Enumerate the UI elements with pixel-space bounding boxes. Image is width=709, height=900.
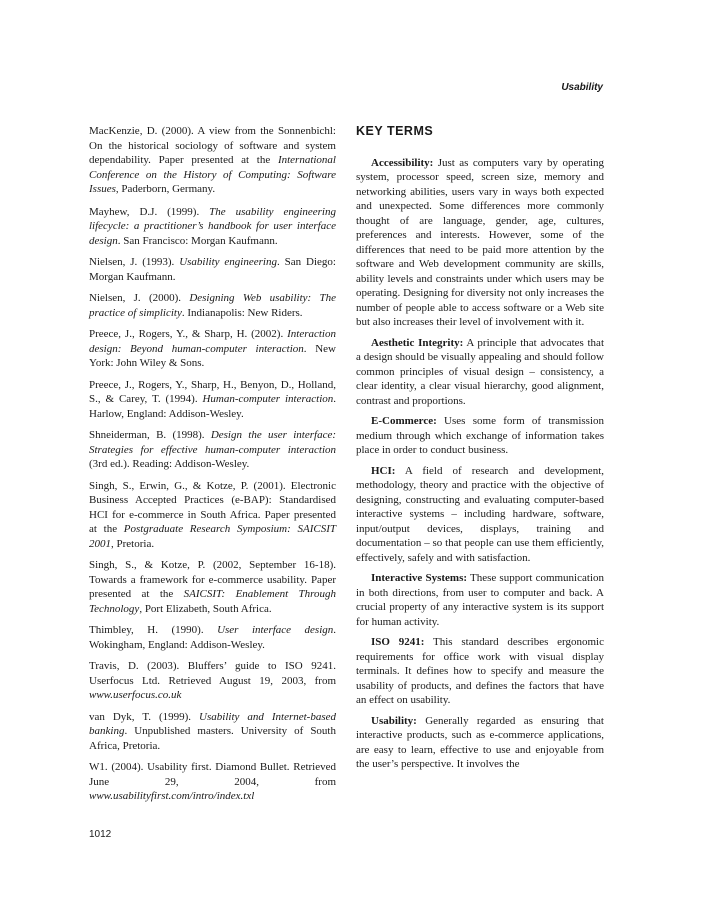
key-term-definition: This standard describes ergonomic requirements for office work with visual display terminals. It defines how to specify and measure the usability of products, and defines the factors that have an effect on usability. bbox=[356, 636, 604, 706]
key-term-label: Interactive Systems: bbox=[371, 572, 468, 584]
reference-item: Mayhew, D.J. (1999). The usability engineering lifecycle: a practitioner’s handbook for user interface design. San Francisco: Morgan Kaufmann. bbox=[89, 205, 336, 247]
reference-item: Preece, J., Rogers, Y., Sharp, H., Benyon, D., Holland, S., & Carey, T. (1994). Human-computer interaction. Harlow, England: Addison-Wesley. bbox=[89, 378, 336, 420]
key-term-item bbox=[356, 714, 604, 772]
reference-item: Singh, S., Erwin, G., & Kotze, P. (2001). Electronic Business Accepted Practices (e-BAP): Standardised HCI for e-commerce in South Africa. Paper presented at the Postgraduate Research Symposium: SAICSIT 2001, Pretoria. bbox=[89, 479, 336, 550]
key-term-definition: A field of research and development, methodology, theory and practice with the objective of designing, constructing and evaluating computer-based interactive systems – including hardware, software, input/output devices, displays, training and documentation – so that people can use them efficiently, effectively, safely and with satisfaction. bbox=[356, 464, 604, 564]
key-term-label: Aesthetic Integrity: bbox=[371, 336, 464, 349]
running-head: Usability bbox=[561, 82, 603, 93]
page-number: 1012 bbox=[89, 829, 112, 840]
key-term-item bbox=[356, 336, 604, 409]
key-term-item bbox=[356, 635, 604, 708]
reference-item: Thimbley, H. (1990). User interface design. Wokingham, England: Addison-Wesley. bbox=[89, 624, 337, 651]
key-term-definition: Uses some form of transmission medium through which exchange of information takes place in order to conduct business. bbox=[356, 415, 604, 456]
key-term-item bbox=[356, 571, 604, 629]
reference-item: W1. (2004). Usability first. Diamond Bullet. Retrieved June 29, 2004, from www.usabilityfirst.com/intro/index.txl bbox=[89, 761, 336, 802]
key-term-item bbox=[356, 414, 604, 458]
reference-item: Preece, J., Rogers, Y., & Sharp, H. (2002). Interaction design: Beyond human-computer interaction. New York: John Wiley & Sons. bbox=[89, 328, 336, 369]
key-term-label: E-Commerce: bbox=[371, 415, 437, 427]
references-column bbox=[89, 124, 336, 811]
key-terms-heading: KEY TERMS bbox=[356, 124, 434, 138]
key-term-item bbox=[356, 156, 604, 330]
reference-item: Travis, D. (2003). Bluffers’ guide to ISO 9241. Userfocus Ltd. Retrieved August 19, 2003, from www.userfocus.co.uk bbox=[89, 660, 336, 701]
reference-item: Nielsen, J. (1993). Usability engineering. San Diego: Morgan Kaufmann. bbox=[89, 256, 336, 283]
reference-item: Shneiderman, B. (1998). Design the user interface: Strategies for effective human-computer interaction (3rd ed.). Reading: Addison-Wesley. bbox=[89, 429, 336, 470]
key-term-label: HCI: bbox=[371, 464, 396, 477]
key-term-definition: Just as computers vary by operating system, processor speed, screen size, memory and networking abilities, users vary in ways both expected and unexpected. Some differences more commonly thought of are language, gender, age, cultures, preferences and interests. However, some of the differences that need to be paid more attention by the software and Web development community are skills, ability levels and constraints under which users may be operating. Designing for diversity not only increases the number of people able to access software or a Web site but also increases their level of involvement with it. bbox=[356, 156, 604, 328]
reference-item: MacKenzie, D. (2000). A view from the Sonnenbichl: On the historical sociology of software and system dependability. Paper presented at the International Conference on the History of Computing: Software Issues, Paderborn, Germany. bbox=[89, 125, 336, 195]
key-term-definition: These support communication in both directions, from user to computer and back. A crucial property of any interactive system is its support for human activity. bbox=[356, 572, 604, 628]
key-term-label: Usability: bbox=[371, 714, 417, 727]
reference-item: Nielsen, J. (2000). Designing Web usability: The practice of simplicity. Indianapolis: New Riders. bbox=[89, 292, 336, 319]
key-terms-column bbox=[356, 124, 604, 778]
key-term-label: ISO 9241: bbox=[371, 636, 425, 648]
key-term-definition: Generally regarded as ensuring that interactive products, such as e-commerce applications, are easy to learn, effective to use and enjoyable from the user’s perspective. It involves the bbox=[356, 714, 604, 770]
reference-item: Singh, S., & Kotze, P. (2002, September 16-18). Towards a framework for e-commerce usability. Paper presented at the SAICSIT: Enablement Through Technology, Port Elizabeth, South Africa. bbox=[89, 559, 336, 615]
key-term-item bbox=[356, 464, 604, 566]
key-term-definition: A principle that advocates that a design should be visually appealing and should follow common principles of visual design – consistency, a clear identity, a clear visual hierarchy, good alignment, contrast and proportions. bbox=[356, 336, 604, 407]
key-term-label: Accessibility: bbox=[371, 156, 434, 169]
reference-item: van Dyk, T. (1999). Usability and Internet-based banking. Unpublished masters. University of South Africa, Pretoria. bbox=[89, 710, 336, 752]
